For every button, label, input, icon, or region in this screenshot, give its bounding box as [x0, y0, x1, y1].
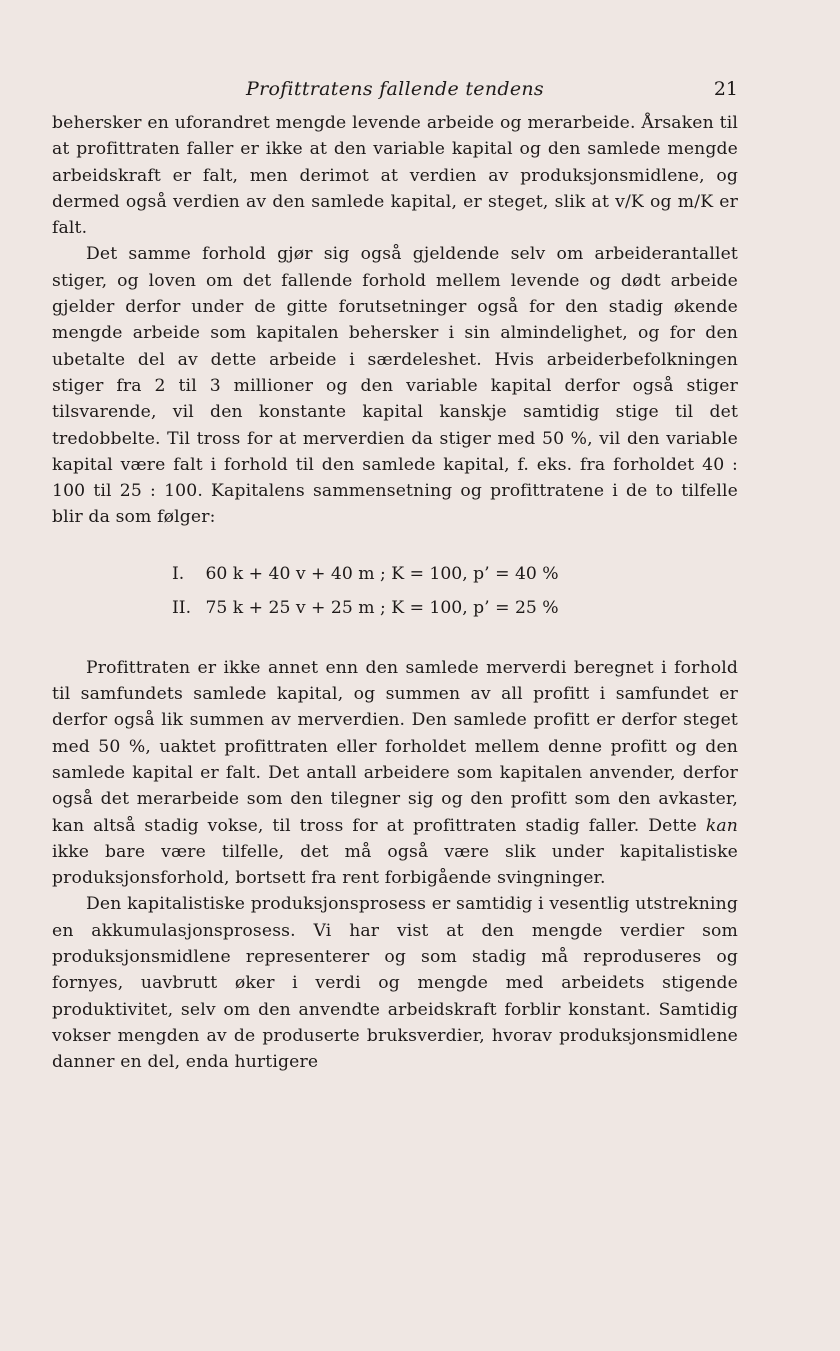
page-number: 21 — [713, 78, 738, 100]
formula-row — [172, 591, 738, 625]
formula-label: II. — [172, 597, 192, 618]
emphasis-word: kan — [705, 815, 738, 836]
running-header — [52, 70, 738, 110]
formula-block — [52, 557, 738, 625]
paragraph-text: ikke bare være tilfelle, det må også være slik under kapitalistiske produksjonsforhold, bortsett fra rent forbigående svingninger. — [52, 841, 738, 889]
formula-expression: 75 k + 25 v + 25 m ; K = 100, p’ = 25 % — [205, 597, 559, 618]
formula-row — [172, 557, 738, 591]
paragraph-continuation: behersker en uforandret mengde levende arbeide og merarbeide. Årsaken til at profittraten faller er ikke at den variable kapital og den samlede mengde arbeidskraft er falt, men derimot at verdien av produksjonsmidlene, og dermed også verdien av den samlede kapital, er steget, slik at v/K og m/K er falt. — [52, 113, 738, 239]
formula-label: I. — [172, 563, 185, 584]
chapter-title: Profittratens fallende tendens — [246, 78, 544, 100]
book-page — [52, 70, 738, 1076]
paragraph-text: Profittraten er ikke annet enn den samlede merverdi beregnet i forhold til samfundets samlede kapital, og summen av all profitt i samfundet er derfor også lik summen av merverdien. Den samlede profitt er derfor steget med 50 %, uaktet profittraten eller forholdet mellem denne profitt og den samlede kapital er falt. Det antall arbeidere som kapitalen anvender, derfor også det merarbeide som den tilegner sig og den profitt som den avkaster, kan altså stadig vokse, til tross for at profittraten stadig faller. Dette — [52, 657, 738, 836]
paragraph-worker-count: Det samme forhold gjør sig også gjeldende selv om arbeiderantallet stiger, og loven om det fallende forhold mellem levende og dødt arbeide gjelder derfor under de gitte forutsetninger også for den stadig økende mengde arbeide som kapitalen behersker i sin almindelighet, og for den ubetalte del av dette arbeide i særdeleshet. Hvis arbeiderbefolkningen stiger fra 2 til 3 millioner og den variable kapital derfor også stiger tilsvarende, vil den konstante kapital kanskje samtidig stige til det tredobbelte. Til tross for at merverdien da stiger med 50 %, vil den variable kapital være falt i forhold til den samlede kapital, f. eks. fra forholdet 40 : 100 til 25 : 100. Kapitalens sammensetning og profittratene i de to tilfelle blir da som følger: — [52, 244, 738, 528]
paragraph-total-profit — [52, 655, 738, 892]
paragraph-accumulation: Den kapitalistiske produksjonsprosess er samtidig i vesentlig utstrekning en akkumulasjonsprosess. Vi har vist at den mengde verdier som produksjonsmidlene representerer og som stadig må reproduseres og fornyes, uavbrutt øker i verdi og mengde med arbeidets stigende produktivitet, selv om den anvendte arbeidskraft forblir konstant. Samtidig vokser mengden av de produserte bruksverdier, hvorav produksjonsmidlene danner en del, enda hurtigere — [52, 894, 738, 1073]
formula-expression: 60 k + 40 v + 40 m ; K = 100, p’ = 40 % — [205, 563, 559, 584]
